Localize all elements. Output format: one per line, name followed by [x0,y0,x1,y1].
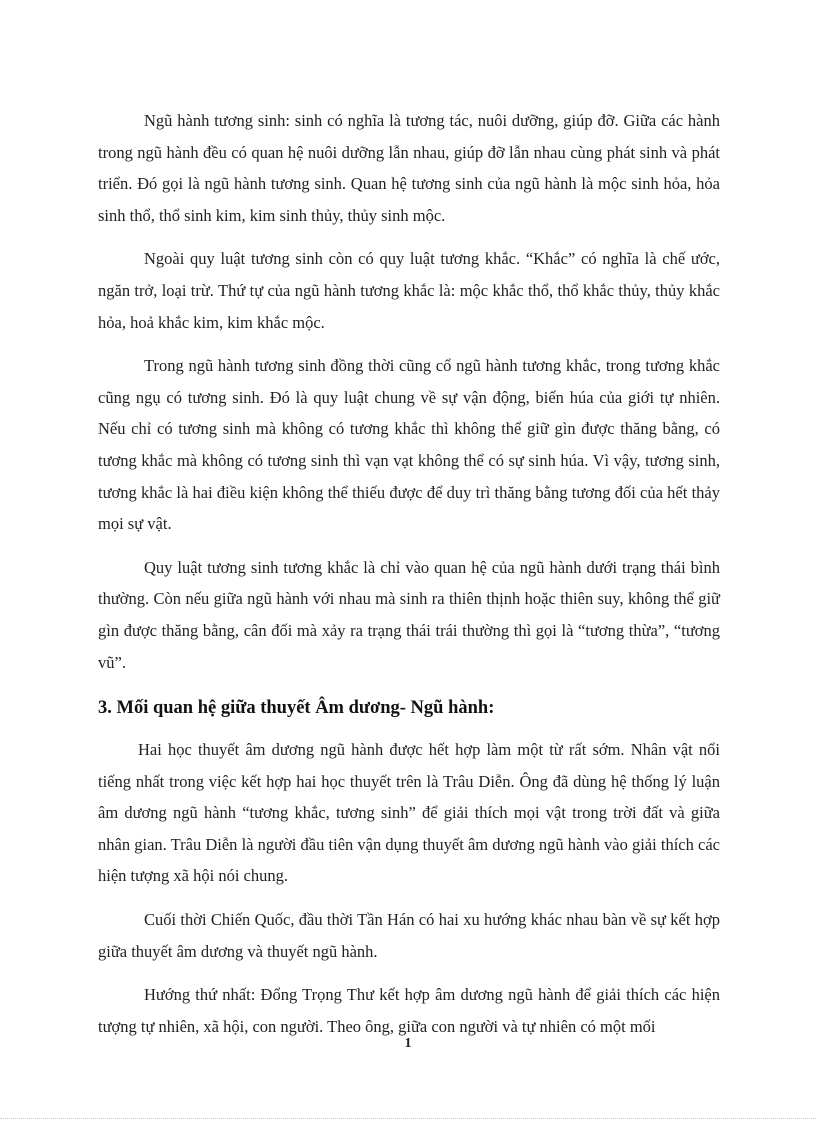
document-body [98,105,720,1054]
page-number: 1 [404,1036,412,1051]
page-break-divider [0,1118,816,1119]
section-heading: 3. Mối quan hệ giữa thuyết Âm dương- Ngũ hành: [98,698,495,719]
paragraph-tuong-sinh: Ngũ hành tương sinh: sinh có nghĩa là tương tác, nuôi dưỡng, giúp đỡ. Giữa các hành trong ngũ hành đều có quan hệ nuôi dưỡng lẫn nhau, giúp đỡ lẫn nhau cùng phát sinh và phát triển. Đó gọi là ngũ hành tương sinh. Quan hệ tương sinh của ngũ hành là mộc sinh hỏa, hỏa sinh thổ, thổ sinh kim, kim sinh thủy, thủy sinh mộc. [98,111,720,225]
paragraph-dong-trong-thu: Hướng thứ nhất: Đổng Trọng Thư kết hợp âm dương ngũ hành để giải thích các hiện tượng tự nhiên, xã hội, con người. Theo ông, giữa con người và tự nhiên có một mối [98,985,720,1036]
paragraph-trau-dien: Hai học thuyết âm dương ngũ hành được hết hợp làm một từ rất sớm. Nhân vật nổi tiếng nhất trong việc kết hợp hai học thuyết trên là Trâu Diễn. Ông đã dùng hệ thống lý luận âm dương ngũ hành “tương khắc, tương sinh” để giải thích mọi vật trong trời đất và giữa nhân gian. Trâu Diễn là người đầu tiên vận dụng thuyết âm dương ngũ hành vào giải thích các hiện tượng xã hội nói chung. [98,740,720,886]
paragraph-sinh-khac-combined: Trong ngũ hành tương sinh đồng thời cũng cổ ngũ hành tương khắc, trong tương khắc cũng ngụ có tương sinh. Đó là quy luật chung về sự vận động, biến húa của giới tự nhiên. Nếu chỉ có tương sinh mà không có tương khắc thì không thể giữ gìn được thăng bằng, có tương khắc mà không có tương sinh thì vạn vạt không thể có sự sinh húa. Vì vậy, tương sinh, tương khắc là hai điều kiện không thể thiếu được để duy trì thăng bằng tương đối của hết thảy mọi sự vật. [98,356,720,534]
paragraph-tuong-thua-tuong-vu: Quy luật tương sinh tương khắc là chỉ vào quan hệ của ngũ hành dưới trạng thái bình thường. Còn nếu giữa ngũ hành với nhau mà sinh ra thiên thịnh hoặc thiên suy, không thể giữ gìn được thăng bằng, cân đối mà xảy ra trạng thái trái thường thì gọi là “tương thừa”, “tương vũ”. [98,557,720,672]
paragraph-chien-quoc: Cuối thời Chiến Quốc, đầu thời Tần Hán có hai xu hướng khác nhau bàn về sự kết hợp giữa thuyết âm dương và thuyết ngũ hành. [98,910,720,961]
paragraph-tuong-khac: Ngoài quy luật tương sinh còn có quy luật tương khắc. “Khắc” có nghĩa là chế ước, ngăn trở, loại trừ. Thứ tự của ngũ hành tương khắc là: mộc khắc thổ, thổ khắc thủy, thủy khắc hỏa, hoả khắc kim, kim khắc mộc. [98,249,720,332]
